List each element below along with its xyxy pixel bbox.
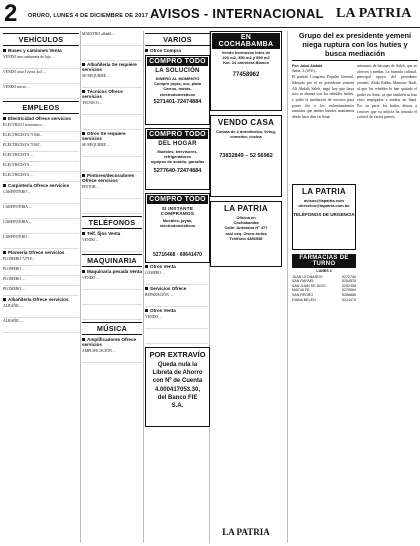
pharmacy-row: JUAN LEONARDO 5272745: [292, 274, 356, 279]
subsection-heading: Carpintería Ofrece servicios: [3, 183, 79, 188]
classified-ad: COMPRO ...: [145, 270, 210, 285]
article-dateline: Sana, 3 (EFE).-: [292, 68, 317, 73]
classified-ad: VENDO ...: [82, 275, 142, 290]
pharmacy-title: FARMACIAS DE TURNO: [292, 254, 356, 268]
classified-ad: ELECTRICO economico ...: [3, 122, 79, 132]
classified-ad: CARPINTERO ...: [3, 234, 79, 249]
page-category: AVISOS - INTERNACIONAL: [150, 6, 324, 21]
classified-ad: TECNICO ...: [82, 100, 142, 115]
classified-ad: [82, 305, 142, 320]
subsection-heading: Buses y camiones Venta: [3, 48, 79, 53]
pharmacy-subtitle: LUNES 4: [316, 269, 332, 273]
classified-ad: CARPINTERO ...: [3, 189, 79, 204]
classified-ad: VENDO ...: [145, 314, 210, 329]
classified-ad: VENDO una camioneta de lujo ...: [3, 54, 79, 69]
classified-ad: PINTOR ...: [82, 184, 142, 199]
pharmacy-row: DIANA BELEN 5214470: [292, 297, 356, 302]
display-ad-lotes-cochabamba: EN COCHABAMBA Vendo hermosos lotes de 220 m2, 350 m2 y 550 m2 Km. 14 carretera Blanco 77458962: [210, 31, 282, 111]
page-number: 2: [4, 0, 18, 27]
column-divider: [143, 31, 144, 543]
display-ads-column: [210, 31, 282, 543]
classified-ad: MAESTRO albañil ...: [82, 31, 142, 46]
subsection-heading: Albañilería Ofrece servicios: [3, 297, 79, 302]
pharmacy-row: SAN RAFAEL 5254578: [292, 279, 356, 284]
classified-ad: ELECTRICISTA ...: [3, 152, 79, 162]
subsection-heading: Otros Venta: [145, 308, 210, 313]
display-ad-compro-todo-1: COMPRO TODO LA SOLUCIÓN DINERO AL MOMENTO Compro joyas, oro, plata Carros, motos, electrodomésticos 5271401-72474884: [145, 55, 210, 125]
footer-logo: LA PATRIA: [222, 527, 270, 537]
classified-ad: [145, 329, 210, 344]
classified-ad: ELECTRICISTA 71867...: [3, 142, 79, 152]
article-body-right: artesanos de bacanes de Saleh, que se ofrecen a mediar. La fórmula cultural, principal apoyo del presidente yemení, Abdu Rabbu Mansour Hadi, al que los rebeldes le han quitado el poder en Saná, ya que también se han visto empujadas a mediar en Saná. Por su parte los hutíes dieron a conocer que su milicia ha tomado el control de varios puntos.: [357, 64, 417, 120]
classified-ad: ELECTRICISTA ...: [3, 162, 79, 172]
classified-ad: ALBAÑIL ...: [3, 303, 79, 318]
newspaper-logo: LA PATRIA: [336, 6, 412, 21]
classified-ad: [82, 157, 142, 172]
article-byline: Por: Jaled Abdalá: [292, 64, 323, 68]
news-article: [292, 31, 418, 543]
section-heading: EMPLEOS: [3, 101, 79, 114]
classified-ad: ALBAÑIL ...: [3, 318, 79, 333]
classified-ad: PLOMERO ...: [3, 266, 79, 276]
column-divider: [287, 31, 288, 543]
page-date: ORURO, LUNES 4 DE DICIEMBRE DE 2017: [28, 13, 149, 19]
subsection-heading: Servicios Ofrece: [145, 286, 210, 291]
subsection-heading: Técnicos Ofrece servicios: [82, 89, 123, 99]
section-heading: TELÉFONOS: [82, 216, 142, 229]
section-heading: VEHÍCULOS: [3, 33, 79, 46]
classifieds-column-1: [3, 31, 79, 543]
subsection-heading: Otros Se requiere servicios: [82, 131, 126, 141]
section-heading: MÚSICA: [82, 322, 142, 335]
classified-ad: CARPINTERIA ...: [3, 219, 79, 234]
section-heading: MAQUINARIA: [82, 254, 142, 267]
display-ad-oficina-cochabamba: LA PATRIA Oficina en Cochabamba Calle: Antezana Nº 477 casi esq. Oruro arriba Teléfono 4386558: [210, 201, 282, 267]
column-divider: [80, 31, 81, 543]
subsection-heading: Electricidad Ofrece servicios: [3, 116, 79, 121]
classified-ad: [82, 115, 142, 130]
classified-ad: PLOMERO 72718...: [3, 256, 79, 266]
classified-ad: SE REQUIERE ...: [82, 142, 142, 157]
subsection-heading: Amplificadores Ofrece servicios: [82, 337, 137, 347]
display-ad-vendo-casa: VENDO CASA Consta de 4 dormitorios, living, comedor, cocina 73832849 – 52 56982: [210, 115, 282, 197]
classifieds-column-3: [145, 31, 210, 543]
subsection-heading: Albañilería Se requiere servicios: [82, 62, 137, 72]
classified-ad: AMPLIFICACIÓN ...: [82, 348, 142, 363]
classified-ad: SE REQUIERE ...: [82, 73, 142, 88]
classified-ad: [82, 46, 142, 61]
classified-ad: VENDO auto Toyota 4x4 ...: [3, 69, 79, 84]
page-header: [0, 0, 420, 28]
section-heading: VARIOS: [145, 33, 210, 46]
display-ad-compro-todo-3: COMPRO TODO SI INSTANTE COMPRAMOS Muebles, joyas, electrodomésticos 52716468 · 69641470: [145, 193, 210, 263]
subsection-heading: Otros Venta: [145, 264, 210, 269]
classifieds-column-2: [82, 31, 142, 543]
classified-ad: PLOMERO ...: [3, 286, 79, 296]
classified-ad: CARPINTERIA ...: [3, 204, 79, 219]
pharmacy-row: SAN JUAN DE DIOS 5252458: [292, 283, 356, 288]
classified-ad: ELECTRICISTA ...: [3, 172, 79, 182]
classified-ad: [82, 290, 142, 305]
pharmacy-row: NUEVA FE 5275564: [292, 288, 356, 293]
pharmacy-list: [292, 254, 356, 302]
classified-ad: REPARACIÓN ...: [145, 292, 210, 307]
article-headline: Grupo del ex presidente yemení niega ruptura con los hutíes y busca mediación: [292, 31, 418, 61]
article-body-left: El partido Congreso Popular General, liderado por el ex presidente yemení Alí Abdalá Saleh, negó hoy que haya roto su alianza con los rebeldes hutíes, y pidió la mediación de terceros para poner fin a los enfrentamientos armados que ambos bandos mantienen desde hace días en Saná.: [292, 75, 354, 120]
classified-ad: [82, 199, 142, 214]
pharmacy-row: SAN PEDRO 5288885: [292, 292, 356, 297]
display-ad-compro-todo-2: COMPRO TODO DEL HOGAR Muebles, televisores, refrigeradores equipos de sonido, garrafas 5277640-72474884: [145, 128, 210, 190]
classified-ad: VENDO micro ...: [3, 84, 79, 99]
subsection-heading: Maquinaria pesada Venta: [82, 269, 142, 274]
notice-lost-passbook: POR EXTRAVÍO Queda nula la Libreta de Ahorro con Nº de Cuenta 4.000417053.30, del Banco FIE S.A.: [145, 347, 210, 427]
classified-ad: PLOMERO ...: [3, 276, 79, 286]
subsection-heading: Pintores/decoradores Ofrece servicios: [82, 173, 135, 183]
contact-box: LA PATRIA avisos@lapatria.com direccion@lapatria.com.bo TELÉFONOS DE URGENCIA: [292, 184, 356, 250]
classified-ad: VENDO ...: [82, 237, 142, 252]
subsection-heading: Telf. fijos Venta: [82, 231, 142, 236]
classified-ad: ELECTRICISTA 71946...: [3, 132, 79, 142]
subsection-heading: Plomería Ofrece servicios: [3, 250, 79, 255]
subsection-heading: Otros Compra: [145, 48, 210, 53]
